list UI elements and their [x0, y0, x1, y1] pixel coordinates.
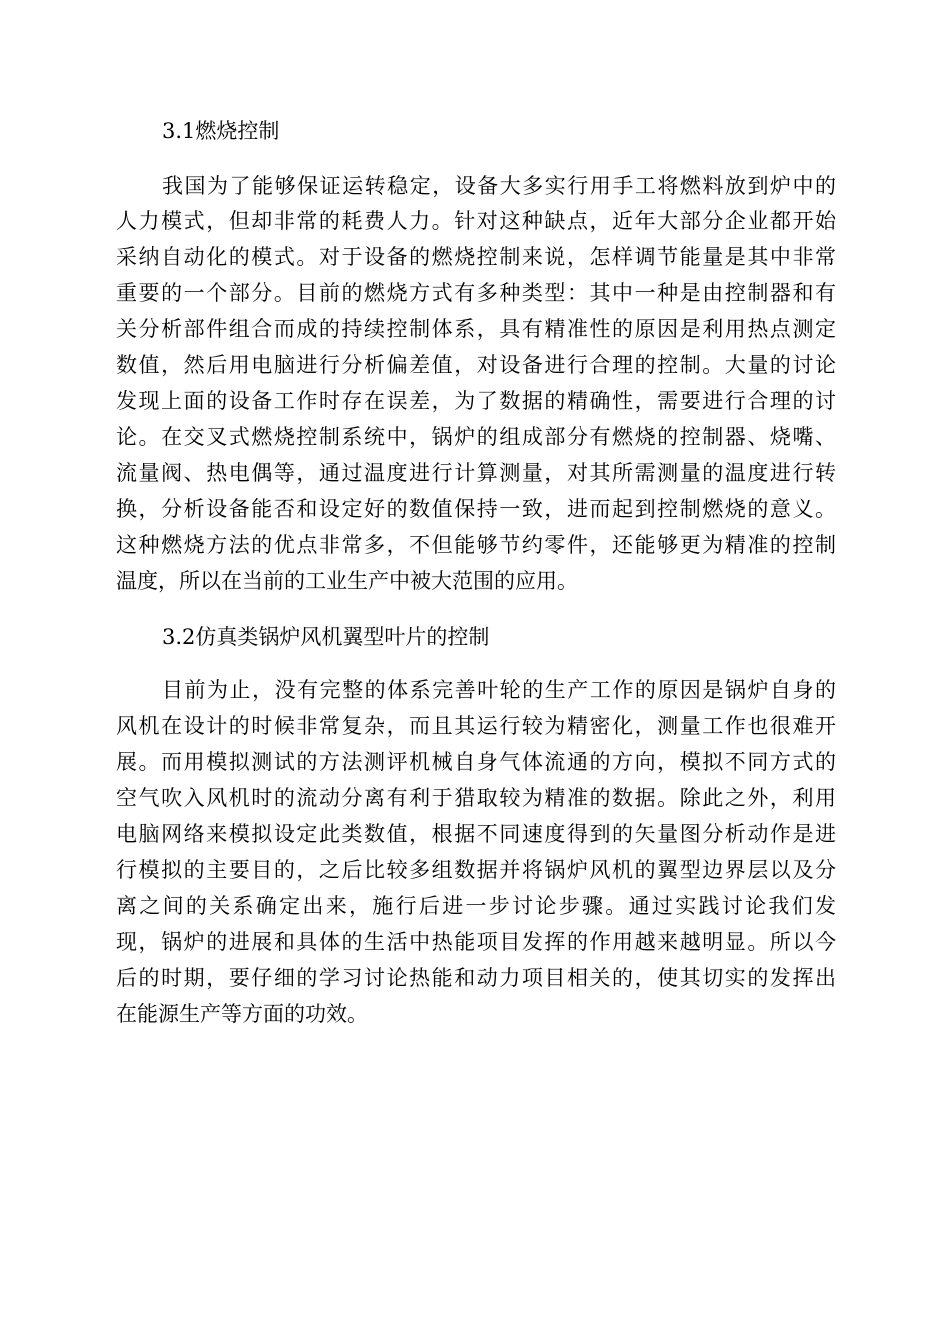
paragraph-line: 风机在设计的时候非常复杂，而且其运行较为精密化，测量工作也很难开 [116, 714, 836, 738]
section-heading-3-1: 3.1燃烧控制 [162, 119, 280, 143]
paragraph-line: 这种燃烧方法的优点非常多，不但能够节约零件，还能够更为精准的控制 [116, 533, 836, 557]
paragraph-line: 换，分析设备能否和设定好的数值保持一致，进而起到控制燃烧的意义。 [116, 497, 836, 521]
paragraph-line: 论。在交叉式燃烧控制系统中，锅炉的组成部分有燃烧的控制器、烧嘴、 [116, 425, 836, 449]
paragraph-line: 展。而用模拟测试的方法测评机械自身气体流通的方向，模拟不同方式的 [116, 750, 836, 774]
paragraph-line: 目前为止，没有完整的体系完善叶轮的生产工作的原因是锅炉自身的 [162, 678, 836, 702]
section-heading-3-2: 3.2仿真类锅炉风机翼型叶片的控制 [162, 625, 490, 649]
paragraph-line: 采纳自动化的模式。对于设备的燃烧控制来说，怎样调节能量是其中非常 [116, 245, 836, 269]
paragraph-line: 空气吹入风机时的流动分离有利于猎取较为精准的数据。除此之外，利用 [116, 786, 836, 810]
paragraph-line: 人力模式，但却非常的耗费人力。针对这种缺点，近年大部分企业都开始 [116, 209, 836, 233]
paragraph-line: 离之间的关系确定出来，施行后进一步讨论步骤。通过实践讨论我们发 [116, 894, 836, 918]
paragraph-line: 流量阀、热电偶等，通过温度进行计算测量，对其所需测量的温度进行转 [116, 461, 836, 485]
paragraph-line: 我国为了能够保证运转稳定，设备大多实行用手工将燃料放到炉中的 [162, 174, 836, 198]
paragraph-line: 在能源生产等方面的功效。 [116, 1002, 368, 1026]
paragraph-line: 温度，所以在当前的工业生产中被大范围的应用。 [116, 569, 578, 593]
paragraph-line: 发现上面的设备工作时存在误差，为了数据的精确性，需要进行合理的讨 [116, 389, 836, 413]
paragraph-line: 数值，然后用电脑进行分析偏差值，对设备进行合理的控制。大量的讨论 [116, 353, 836, 377]
paragraph-line: 电脑网络来模拟设定此类数值，根据不同速度得到的矢量图分析动作是进 [116, 822, 836, 846]
paragraph-line: 后的时期，要仔细的学习讨论热能和动力项目相关的，使其切实的发挥出 [116, 966, 836, 990]
paragraph-line: 关分析部件组合而成的持续控制体系，具有精准性的原因是利用热点测定 [116, 317, 836, 341]
paragraph-line: 行模拟的主要目的，之后比较多组数据并将锅炉风机的翼型边界层以及分 [116, 858, 836, 882]
paragraph-line: 重要的一个部分。目前的燃烧方式有多种类型：其中一种是由控制器和有 [116, 281, 836, 305]
paragraph-line: 现，锅炉的进展和具体的生活中热能项目发挥的作用越来越明显。所以今 [116, 930, 836, 954]
